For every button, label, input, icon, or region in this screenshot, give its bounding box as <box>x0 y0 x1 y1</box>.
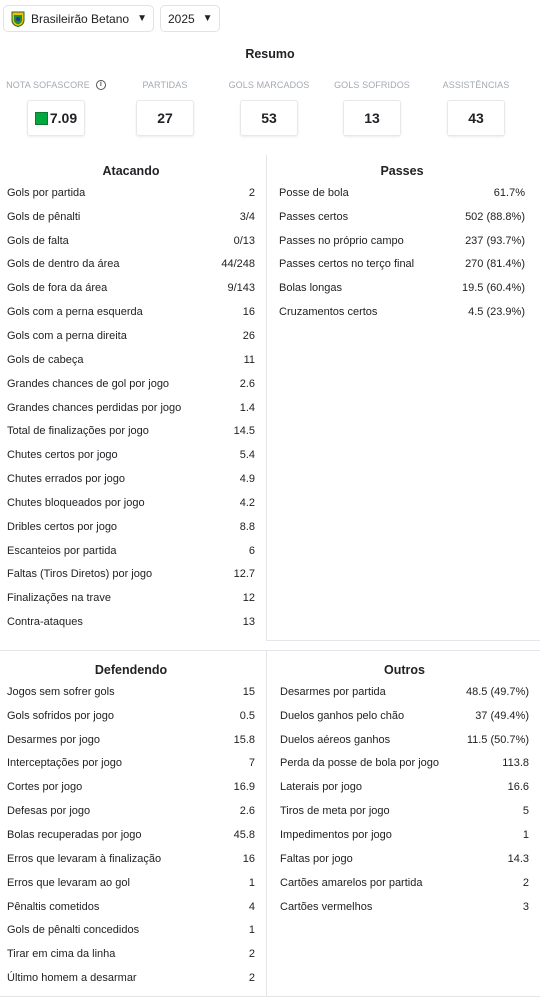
stat-label: Gols de pênalti concedidos <box>7 924 140 937</box>
stat-label: Gols com a perna direita <box>7 329 127 342</box>
stat-value: 1.4 <box>239 401 255 414</box>
others-rows <box>280 680 529 918</box>
stat-row <box>280 799 529 823</box>
summary-label: PARTIDAS <box>142 80 188 90</box>
stat-row <box>7 515 255 539</box>
section-divider <box>0 996 540 997</box>
stat-label: Grandes chances de gol por jogo <box>7 377 170 390</box>
defending-title: Defendendo <box>94 663 168 677</box>
stat-label: Cortes por jogo <box>7 781 83 794</box>
season-select-label: 2025 <box>167 11 195 26</box>
stat-label: Faltas por jogo <box>280 852 353 865</box>
stat-row <box>280 871 529 895</box>
stat-value: 11.5 (50.7%) <box>466 733 529 746</box>
stat-value: 4.5 (23.9%) <box>468 306 525 319</box>
stat-value: 11 <box>243 353 255 366</box>
summary-item-goals-scored <box>219 78 319 136</box>
stat-value: 14.5 <box>233 425 255 438</box>
filter-bar <box>3 5 220 32</box>
passes-rows <box>279 181 525 324</box>
stat-value: 6 <box>248 544 255 557</box>
stat-label: Cartões amarelos por partida <box>280 876 423 889</box>
stat-value: 1 <box>248 876 255 889</box>
stat-row <box>279 229 525 253</box>
stat-value: 0/13 <box>233 234 255 247</box>
stat-label: Posse de bola <box>279 186 349 199</box>
summary-item-rating <box>6 78 106 136</box>
stat-label: Cartões vermelhos <box>280 900 373 913</box>
stat-row <box>7 895 255 919</box>
column-divider <box>266 651 267 996</box>
stat-row <box>279 300 525 324</box>
summary-title: Resumo <box>245 47 295 61</box>
league-select-label: Brasileirão Betano <box>31 11 130 26</box>
stat-row <box>7 348 255 372</box>
stat-value: 4 <box>248 900 255 913</box>
stat-value: 113.8 <box>502 757 529 770</box>
stat-value: 3 <box>522 900 529 913</box>
summary-item-assists <box>426 78 526 136</box>
summary-stats <box>0 78 540 140</box>
stat-value: 9/143 <box>227 282 255 295</box>
stat-row <box>7 300 255 324</box>
stat-label: Jogos sem sofrer gols <box>7 685 115 698</box>
defending-panel <box>7 660 255 990</box>
stat-value: 44/248 <box>221 258 255 271</box>
stat-label: Passes no próprio campo <box>279 234 404 247</box>
stat-row <box>7 229 255 253</box>
stat-value: 1 <box>248 924 255 937</box>
stat-value: 45.8 <box>233 828 255 841</box>
stat-label: Duelos ganhos pelo chão <box>280 709 405 722</box>
passes-title: Passes <box>380 164 424 178</box>
stat-label: Defesas por jogo <box>7 805 91 818</box>
stat-row <box>7 372 255 396</box>
summary-label: GOLS MARCADOS <box>228 80 310 90</box>
summary-value: 53 <box>240 100 298 136</box>
stat-label: Cruzamentos certos <box>279 306 378 319</box>
summary-label: ASSISTÊNCIAS <box>442 80 510 90</box>
stat-row <box>7 539 255 563</box>
stat-label: Chutes bloqueados por jogo <box>7 496 145 509</box>
stat-label: Total de finalizações por jogo <box>7 425 149 438</box>
stat-row <box>7 324 255 348</box>
stat-row <box>280 752 529 776</box>
stat-row <box>7 799 255 823</box>
stat-row <box>279 181 525 205</box>
stat-label: Tirar em cima da linha <box>7 948 116 961</box>
stat-value: 13 <box>242 616 255 629</box>
stat-row <box>7 563 255 587</box>
stat-row <box>279 253 525 277</box>
stat-label: Erros que levaram à finalização <box>7 852 162 865</box>
stat-row <box>279 205 525 229</box>
stat-row <box>7 467 255 491</box>
stat-row <box>7 253 255 277</box>
stat-value: 5 <box>522 805 529 818</box>
stat-value: 48.5 (49.7%) <box>466 685 529 698</box>
stat-row <box>7 181 255 205</box>
section-divider <box>0 650 540 651</box>
stat-label: Último homem a desarmar <box>7 972 137 985</box>
stat-row <box>7 942 255 966</box>
stat-label: Tiros de meta por jogo <box>280 805 390 818</box>
column-divider <box>266 155 267 640</box>
chevron-down-icon: ▼ <box>202 13 213 24</box>
stat-label: Gols com a perna esquerda <box>7 306 143 319</box>
stat-value: 4.9 <box>239 473 255 486</box>
stat-label: Desarmes por partida <box>280 685 386 698</box>
stat-row <box>7 443 255 467</box>
stat-label: Gols de pênalti <box>7 210 81 223</box>
summary-label: NOTA SOFASCORE <box>6 80 90 90</box>
stat-row <box>280 680 529 704</box>
stat-label: Passes certos <box>279 210 349 223</box>
stat-label: Bolas recuperadas por jogo <box>7 828 142 841</box>
stat-row <box>279 276 525 300</box>
stat-value: 15.8 <box>233 733 255 746</box>
stat-value: 26 <box>242 329 255 342</box>
others-panel <box>280 660 529 918</box>
stat-value: 2.6 <box>239 377 255 390</box>
stat-row <box>7 419 255 443</box>
stat-value: 237 (93.7%) <box>465 234 525 247</box>
stat-row <box>7 728 255 752</box>
stat-row <box>280 895 529 919</box>
stat-label: Desarmes por jogo <box>7 733 100 746</box>
stat-label: Erros que levaram ao gol <box>7 876 130 889</box>
stat-value: 19.5 (60.4%) <box>462 282 525 295</box>
summary-value: 27 <box>136 100 194 136</box>
stat-value: 3/4 <box>239 210 255 223</box>
stat-value: 16 <box>242 306 255 319</box>
stat-label: Perda da posse de bola por jogo <box>280 757 440 770</box>
stat-label: Gols por partida <box>7 186 86 199</box>
defending-rows <box>7 680 255 990</box>
season-select[interactable] <box>160 5 220 32</box>
stat-row <box>7 396 255 420</box>
passes-panel <box>279 161 525 324</box>
stat-label: Gols de cabeça <box>7 353 84 366</box>
stat-row <box>280 823 529 847</box>
stat-row <box>7 752 255 776</box>
stat-row <box>7 491 255 515</box>
stat-value: 1 <box>522 828 529 841</box>
stat-value: 37 (49.4%) <box>475 709 529 722</box>
stat-row <box>7 205 255 229</box>
stat-label: Dribles certos por jogo <box>7 520 118 533</box>
stat-label: Interceptações por jogo <box>7 757 122 770</box>
stat-label: Chutes certos por jogo <box>7 449 118 462</box>
stat-value: 12 <box>242 592 255 605</box>
stat-value: 2 <box>248 972 255 985</box>
others-title: Outros <box>384 663 425 677</box>
stat-value: 16.9 <box>233 781 255 794</box>
stat-label: Duelos aéreos ganhos <box>280 733 391 746</box>
rating-color-square <box>35 112 48 125</box>
stat-value: 4.2 <box>239 496 255 509</box>
stat-row <box>7 775 255 799</box>
stat-row <box>7 610 255 634</box>
summary-value: 13 <box>343 100 401 136</box>
attacking-panel <box>7 161 255 634</box>
stat-value: 15 <box>242 685 255 698</box>
stat-label: Impedimentos por jogo <box>280 828 392 841</box>
stat-label: Grandes chances perdidas por jogo <box>7 401 182 414</box>
stat-label: Pênaltis cometidos <box>7 900 100 913</box>
summary-value: 7.09 <box>49 110 78 126</box>
chevron-down-icon: ▼ <box>137 13 147 24</box>
stat-row <box>280 704 529 728</box>
stat-value: 12.7 <box>233 568 255 581</box>
stat-value: 2.6 <box>239 805 255 818</box>
stat-value: 502 (88.8%) <box>465 210 525 223</box>
stat-row <box>7 966 255 990</box>
stat-value: 16.6 <box>507 781 529 794</box>
stat-row <box>280 775 529 799</box>
stat-row <box>280 728 529 752</box>
stat-label: Passes certos no terço final <box>279 258 415 271</box>
stat-label: Bolas longas <box>279 282 342 295</box>
stat-label: Gols de dentro da área <box>7 258 120 271</box>
stat-label: Laterais por jogo <box>280 781 362 794</box>
stat-value: 2 <box>522 876 529 889</box>
summary-label: GOLS SOFRIDOS <box>334 80 410 90</box>
brasileirao-logo-icon <box>11 11 25 27</box>
stat-value: 61.7% <box>493 186 525 199</box>
stat-value: 7 <box>248 757 255 770</box>
stat-row <box>7 871 255 895</box>
stat-label: Faltas (Tiros Diretos) por jogo <box>7 568 153 581</box>
stat-label: Chutes errados por jogo <box>7 473 126 486</box>
stat-value: 270 (81.4%) <box>465 258 525 271</box>
stat-label: Gols de falta <box>7 234 69 247</box>
stat-label: Escanteios por partida <box>7 544 117 557</box>
stat-value: 5.4 <box>239 449 255 462</box>
stat-row <box>7 586 255 610</box>
rating-badge <box>27 100 85 136</box>
stat-label: Gols de fora da área <box>7 282 108 295</box>
stat-row <box>7 823 255 847</box>
stat-row <box>7 918 255 942</box>
summary-item-matches <box>115 78 215 136</box>
stat-value: 2 <box>248 948 255 961</box>
stat-row <box>7 704 255 728</box>
stat-row <box>7 276 255 300</box>
info-icon[interactable]: i <box>96 80 106 90</box>
summary-item-goals-conceded <box>322 78 422 136</box>
stat-value: 8.8 <box>239 520 255 533</box>
stat-label: Finalizações na trave <box>7 592 111 605</box>
section-divider <box>266 640 540 641</box>
stat-value: 14.3 <box>507 852 529 865</box>
stat-row <box>7 847 255 871</box>
stat-label: Contra-ataques <box>7 616 83 629</box>
stat-value: 2 <box>248 186 255 199</box>
stat-row <box>280 847 529 871</box>
attacking-rows <box>7 181 255 634</box>
stat-value: 16 <box>242 852 255 865</box>
stat-row <box>7 680 255 704</box>
stat-value: 0.5 <box>239 709 255 722</box>
league-select[interactable] <box>3 5 154 32</box>
attacking-title: Atacando <box>102 164 160 178</box>
stat-label: Gols sofridos por jogo <box>7 709 114 722</box>
summary-value: 43 <box>447 100 505 136</box>
